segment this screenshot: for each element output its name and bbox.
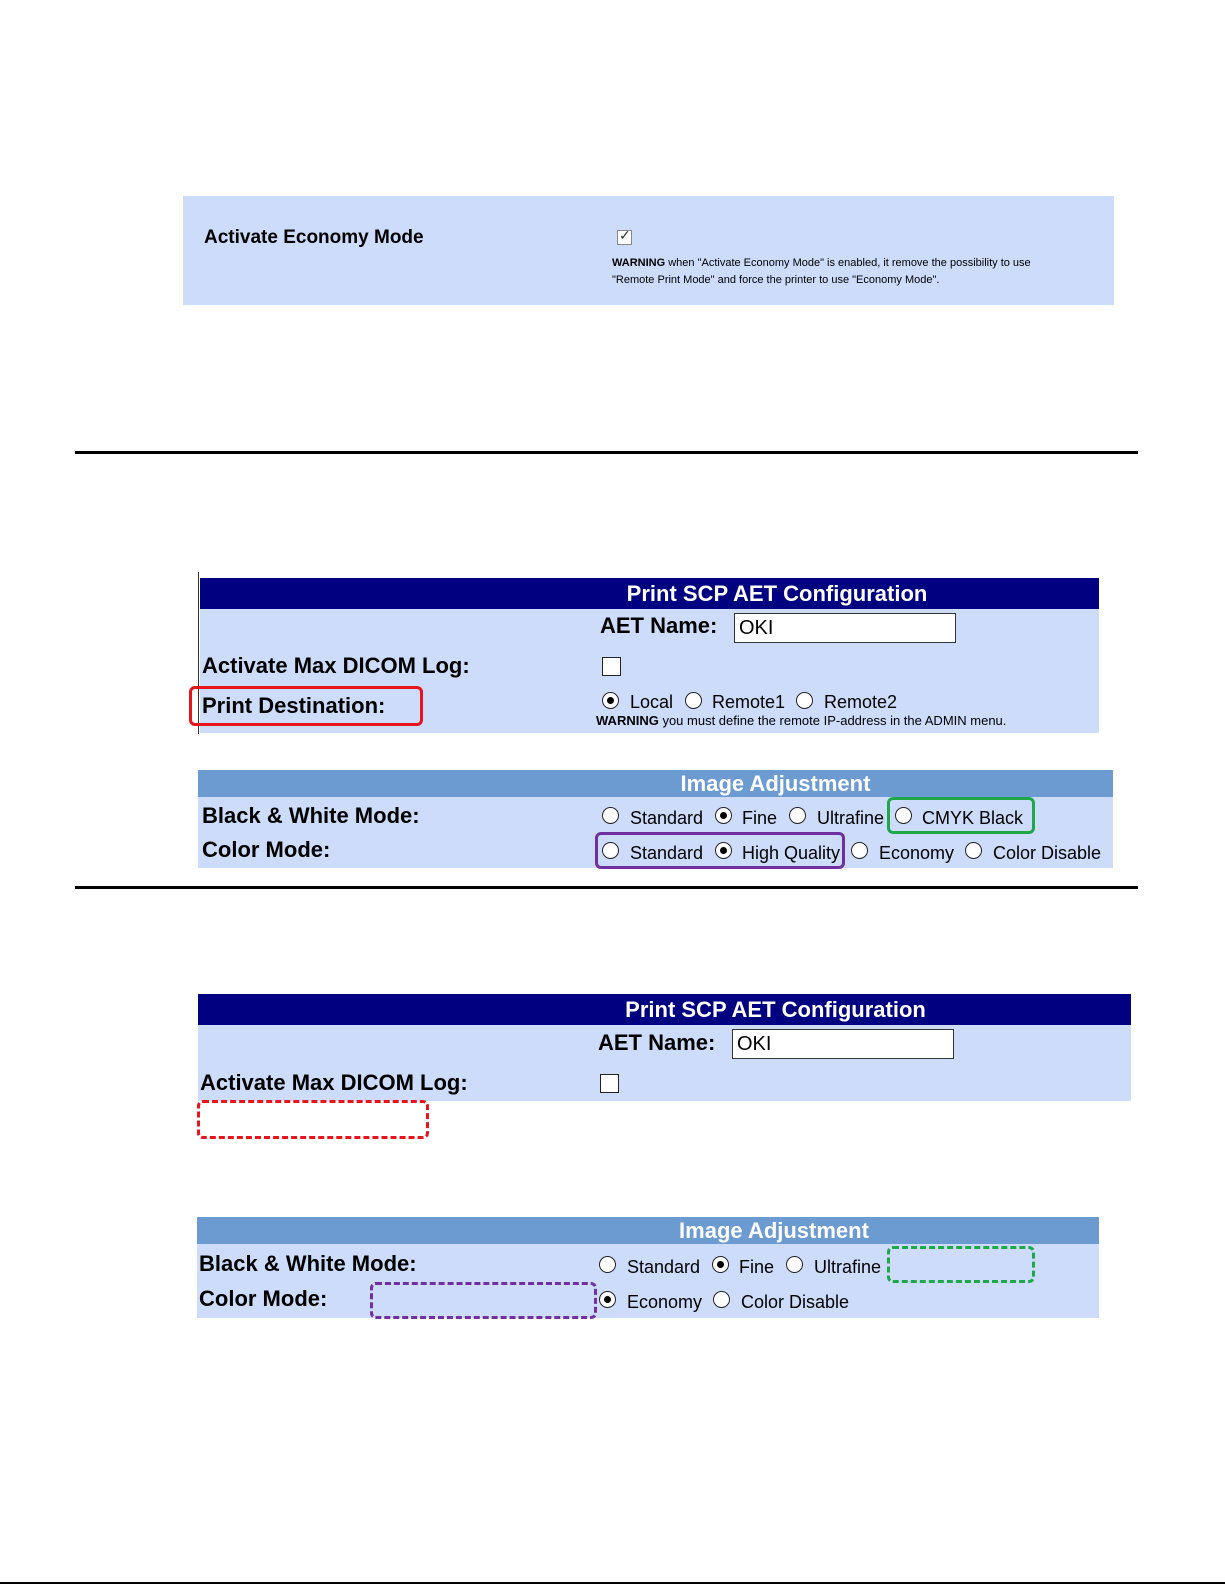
print-destination-label: Print Destination:: [202, 693, 386, 718]
remote-warning-bold: WARNING: [596, 713, 659, 728]
color-standard-label: Standard: [630, 843, 704, 863]
divider-middle: [75, 886, 1138, 889]
bw-ultrafine-label: Ultrafine: [817, 808, 885, 828]
bw-ultrafine-label-after: Ultrafine: [814, 1257, 882, 1277]
warning-text-line1: when "Activate Economy Mode" is enabled, it remove the possibility to use: [665, 257, 1031, 269]
destination-remote2-radio[interactable]: [796, 692, 813, 709]
color-economy-radio[interactable]: [851, 842, 868, 859]
scp-header-after: Print SCP AET Configuration: [198, 994, 1131, 1025]
color-mode-label-after: Color Mode:: [199, 1286, 328, 1311]
bw-mode-label: Black & White Mode:: [202, 803, 420, 828]
checkmark-icon: ✓: [619, 227, 631, 243]
bw-cmyk-black-label: CMYK Black: [922, 808, 1024, 828]
destination-remote2-label: Remote2: [824, 692, 898, 712]
image-header-before: Image Adjustment: [198, 770, 1113, 797]
divider-top: [75, 451, 1138, 454]
bw-standard-radio[interactable]: [602, 807, 619, 824]
highlight-cmyk-black: [887, 797, 1035, 834]
economy-mode-checkbox[interactable]: [617, 227, 632, 245]
highlight-print-destination: [189, 686, 423, 726]
warning-text-line2: "Remote Print Mode" and force the printer to use "Economy Mode".: [612, 274, 940, 286]
placeholder-removed-cmyk-black: [887, 1246, 1035, 1283]
color-economy-label-after: Economy: [627, 1292, 703, 1312]
placeholder-removed-color-standard-high-quality: [370, 1282, 597, 1319]
remote-warning: [596, 713, 1006, 728]
aet-name-label-after: AET Name:: [598, 1030, 716, 1055]
destination-remote1-label: Remote1: [712, 692, 786, 712]
economy-mode-panel: [183, 196, 1114, 305]
bw-fine-label-after: Fine: [739, 1257, 775, 1277]
destination-local-radio[interactable]: [602, 692, 619, 709]
warning-bold: WARNING: [612, 257, 666, 269]
color-disable-label-after: Color Disable: [741, 1292, 850, 1312]
destination-remote1-radio[interactable]: [685, 692, 702, 709]
dicom-log-checkbox-after[interactable]: [600, 1074, 619, 1093]
bw-fine-label: Fine: [742, 808, 778, 828]
scp-header-before: Print SCP AET Configuration: [200, 578, 1099, 609]
color-mode-label: Color Mode:: [202, 837, 331, 862]
aet-name-label: AET Name:: [600, 613, 718, 638]
bw-fine-radio-after[interactable]: [712, 1256, 729, 1273]
bw-standard-label: Standard: [630, 808, 704, 828]
color-economy-label: Economy: [879, 843, 955, 863]
economy-mode-label: Activate Economy Mode: [204, 227, 424, 248]
dicom-log-checkbox[interactable]: [602, 657, 621, 676]
destination-local-label: Local: [630, 692, 674, 712]
scp-config-panel-after: [198, 994, 1131, 1101]
color-high-quality-label: High Quality: [742, 843, 841, 863]
color-disable-radio-after[interactable]: [713, 1291, 730, 1308]
bw-standard-radio-after[interactable]: [599, 1256, 616, 1273]
dicom-log-label: Activate Max DICOM Log:: [202, 653, 470, 678]
image-header-after: Image Adjustment: [197, 1217, 1099, 1244]
aet-name-input-after[interactable]: OKI: [732, 1029, 954, 1059]
placeholder-removed-print-destination: [197, 1100, 429, 1139]
bw-fine-radio[interactable]: [715, 807, 732, 824]
bottom-rule: [0, 1582, 1225, 1584]
color-disable-radio[interactable]: [965, 842, 982, 859]
bw-mode-label-after: Black & White Mode:: [199, 1251, 417, 1276]
bw-ultrafine-radio[interactable]: [789, 807, 806, 824]
color-economy-radio-after[interactable]: [599, 1291, 616, 1308]
highlight-color-standard-high-quality: [595, 832, 845, 869]
economy-mode-warning: [612, 255, 1031, 289]
remote-warning-text: you must define the remote IP-address in the ADMIN menu.: [658, 713, 1007, 728]
dicom-log-label-after: Activate Max DICOM Log:: [200, 1070, 468, 1095]
aet-name-input[interactable]: OKI: [734, 613, 956, 643]
color-disable-label: Color Disable: [993, 843, 1102, 863]
bw-standard-label-after: Standard: [627, 1257, 701, 1277]
bw-ultrafine-radio-after[interactable]: [786, 1256, 803, 1273]
